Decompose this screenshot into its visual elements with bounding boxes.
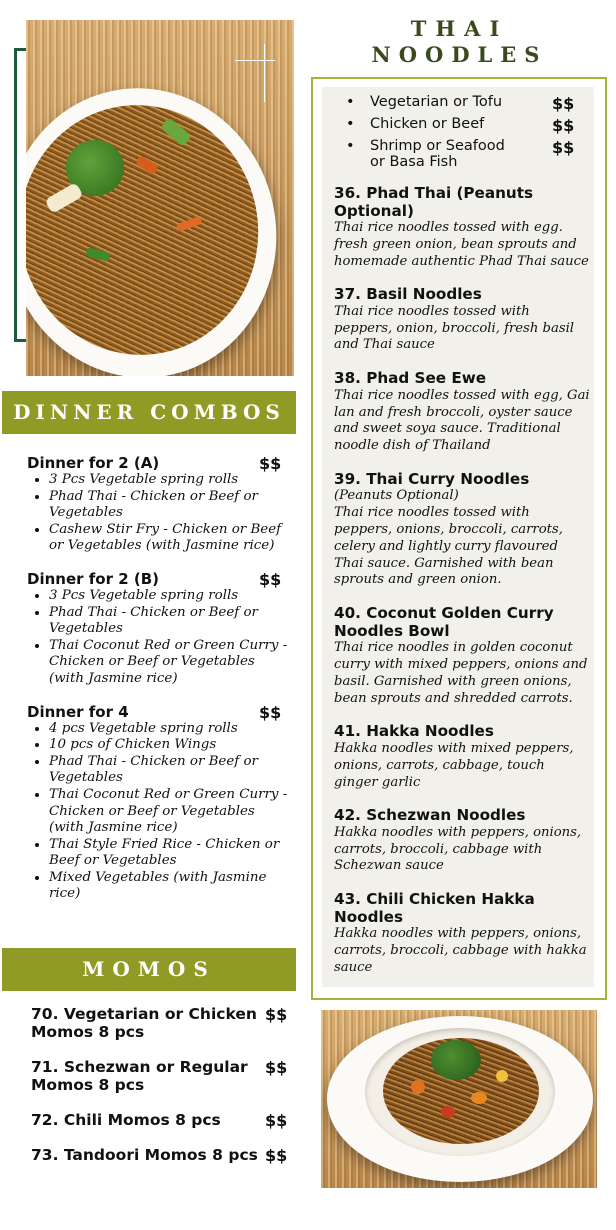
momo-price: $$ [265,1058,288,1077]
list-item: • Thai Coconut Red or Green Curry - Chicken or Beef or Vegetables (with Jasmine rice) [49,638,292,688]
combo-items [27,721,292,904]
dinner-combos-title: DINNER COMBOS [13,400,285,424]
list-item: • Phad Thai - Chicken or Beef or Vegetables [49,489,292,522]
momo-name: 71. Schezwan or Regular Momos 8 pcs [31,1058,248,1094]
list-item [31,1005,293,1058]
option-price: $$ [552,138,575,157]
dish-item [334,807,590,875]
list-item: • 3 Pcs Vegetable spring rolls [49,588,292,605]
combo-price: $$ [259,702,282,722]
option-label: Shrimp or Seafood or Basa Fish [370,138,505,170]
dish-description: Thai rice noodles in golden coconut curry with mixed peppers, onions and basil. Garnished with green onions, bean sprouts and shredded carrots. [334,640,588,706]
combo-4 [27,703,292,904]
dish-description: Hakka noodles with peppers, onions, carrots, broccoli, cabbage with hakka sauce [334,926,587,975]
list-item: • Phad Thai - Chicken or Beef or Vegetables [49,605,292,638]
option-label: Chicken or Beef [370,116,485,132]
option-row [346,116,584,138]
option-price: $$ [552,94,575,113]
list-item: • 4 pcs Vegetable spring rolls [49,721,292,738]
combo-price: $$ [259,569,282,589]
combo-name: Dinner for 2 (A) [27,454,160,472]
combo-price: $$ [259,454,282,473]
thai-noodles-heading [312,16,607,68]
momo-name: 70. Vegetarian or Chicken Momos 8 pcs [31,1005,257,1041]
momo-price: $$ [265,1146,288,1165]
thai-noodle-dishes [334,185,590,977]
combo-items [27,472,292,555]
list-item: • Thai Style Fried Rice - Chicken or Beef or Vegetables [49,837,292,870]
dish-description: Thai rice noodles tossed with egg, Gai lan and fresh broccoli, oyster sauce and sweet soya sauce. Traditional noodle dish of Thailand [334,387,590,454]
noodle-bowl-photo [321,1010,597,1188]
combo-items [27,588,292,688]
option-label: Vegetarian or Tofu [370,94,503,110]
list-item: • Phad Thai - Chicken or Beef or Vegetables [49,754,292,787]
bullet: • [346,94,355,110]
combo-b [27,570,292,688]
dish-description: Hakka noodles with peppers, onions, carrots, broccoli, cabbage with Schezwan sauce [334,824,582,874]
dish-name: 43. Chili Chicken Hakka Noodles [334,890,535,926]
dish-name: 42. Schezwan Noodles [334,806,526,825]
list-item [31,1111,293,1146]
list-item [31,1058,293,1111]
dish-item [334,370,590,455]
momo-name: 73. Tandoori Momos 8 pcs [31,1146,258,1164]
dish-name: 36. Phad Thai (Peanuts Optional) [334,184,534,220]
dish-item [334,723,590,791]
dish-description: Hakka noodles with mixed peppers, onions, carrots, cabbage, touch ginger garlic [334,740,574,790]
list-item: • Cashew Stir Fry - Chicken or Beef or Vegetables (with Jasmine rice) [49,522,292,555]
dish-name: 38. Phad See Ewe [334,369,487,388]
option-row [346,94,584,116]
momo-price: $$ [265,1111,288,1130]
dish-item [334,185,590,270]
momos-banner [2,948,296,991]
dish-item [334,471,590,589]
list-item: • Mixed Vegetables (with Jasmine rice) [49,870,292,903]
list-item: • 3 Pcs Vegetable spring rolls [49,472,292,489]
combo-name: Dinner for 2 (B) [27,569,159,588]
dish-name: 37. Basil Noodles [334,285,482,304]
option-price: $$ [552,116,575,135]
heading-line-1: THAI [410,16,509,41]
momos-list [31,1005,293,1176]
bullet: • [346,138,355,154]
dinner-combos-banner [2,391,296,434]
momo-name: 72. Chili Momos 8 pcs [31,1111,221,1129]
dish-name: 41. Hakka Noodles [334,722,494,741]
list-item: • 10 pcs of Chicken Wings [49,737,292,754]
combo-name: Dinner for 4 [27,702,129,721]
dish-description: Thai rice noodles tossed with egg. fresh green onion, bean sprouts and homemade authentic Phad Thai sauce [334,220,589,269]
combo-a [27,454,292,555]
dish-item [334,891,590,976]
option-row [346,138,584,174]
dish-description: Thai rice noodles tossed with peppers, onion, broccoli, fresh basil and Thai sauce [334,303,575,353]
dinner-combos-list [27,454,292,903]
bullet: • [346,116,355,132]
stir-fry-noodles-photo [26,20,294,376]
dish-item [334,605,590,707]
heading-line-2: NOODLES [371,42,548,67]
momo-price: $$ [265,1005,288,1024]
dish-name: 39. Thai Curry Noodles [334,469,530,488]
list-item: • Thai Coconut Red or Green Curry - Chicken or Beef or Vegetables (with Jasmine rice) [49,787,292,837]
protein-options [346,94,584,174]
dish-name: 40. Coconut Golden Curry Noodles Bowl [334,604,554,640]
dish-description: (Peanuts Optional) Thai rice noodles tossed with peppers, onions, broccoli, carrots, celery and lightly curry flavoured Thai sauce. Garnished with bean sprouts and green onion. [334,488,563,588]
dish-item [334,286,590,354]
list-item [31,1146,293,1176]
momos-title: MOMOS [82,957,216,981]
